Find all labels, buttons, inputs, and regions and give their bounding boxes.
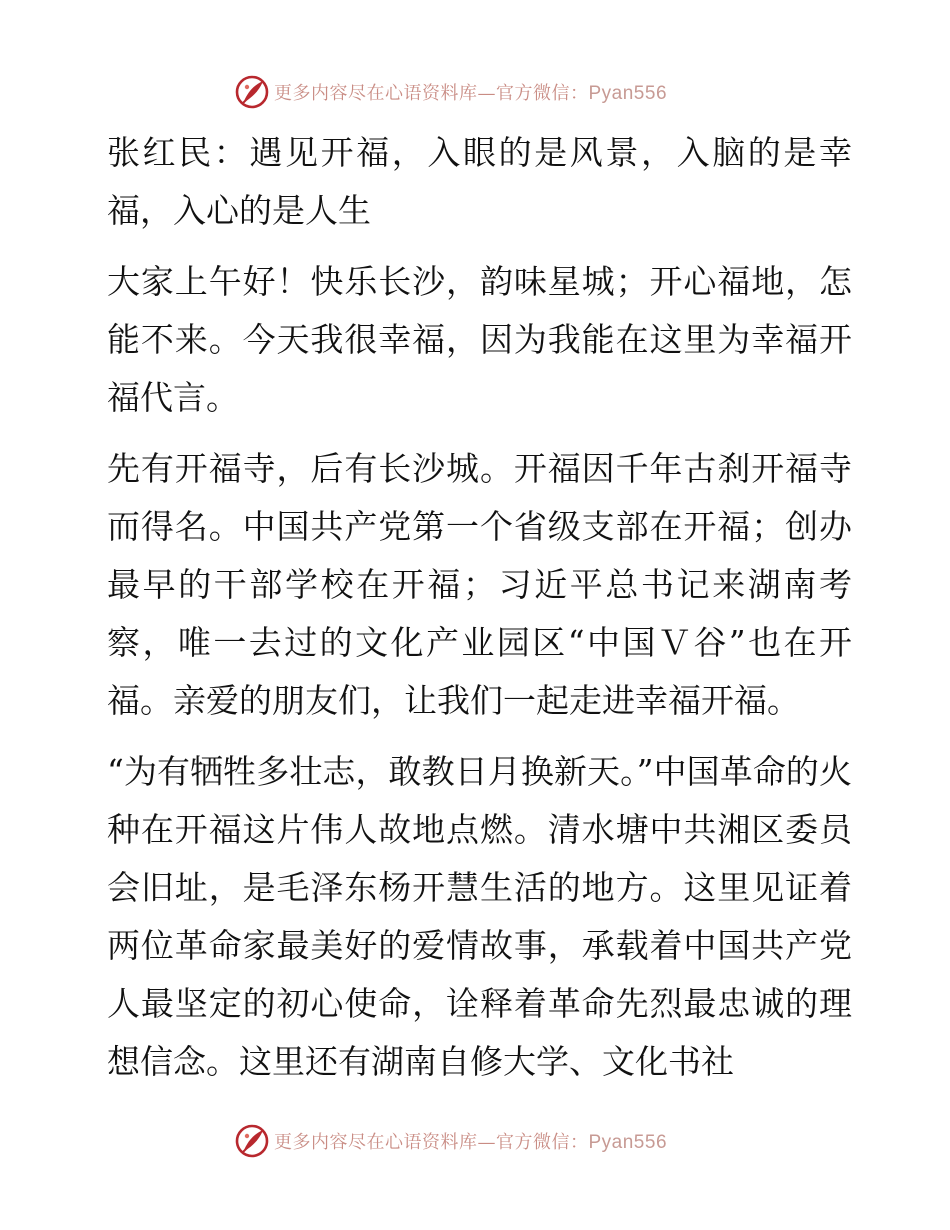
- paragraph-3: “为有牺牲多壮志，敢教日月换新天。”中国革命的火种在开福这片伟人故地点燃。清水塘中共湘区委员会旧址，是毛泽东杨开慧生活的地方。这里见证着两位革命家最美好的爱情故事，承载着中国共产党人最坚定的初心使命，诠释着革命先烈最忠诚的理想信念。这里还有湖南自修大学、文化书社: [107, 752, 852, 1081]
- feather-pen-icon: [234, 74, 270, 110]
- paragraph-2: 先有开福寺，后有长沙城。开福因千年古刹开福寺而得名。中国共产党第一个省级支部在开福；创办最早的干部学校在开福；习近平总书记来湖南考察，唯一去过的文化产业园区“中国Ｖ谷”也在开福。亲爱的朋友们，让我们一起走进幸福开福。: [107, 449, 852, 720]
- banner-wechat-id: Pyan556: [588, 1132, 668, 1153]
- document-title: 张红民：遇见开福，入眼的是风景，入脑的是幸福，入心的是人生: [107, 133, 852, 230]
- banner-wechat-id: Pyan556: [588, 83, 668, 104]
- paragraph-1: 大家上午好！快乐长沙，韵味星城；开心福地，怎能不来。今天我很幸福，因为我能在这里为幸福开福代言。: [107, 262, 852, 417]
- banner-text: 更多内容尽在心语资料库—官方微信：: [274, 1132, 589, 1153]
- document-body: [97, 124, 852, 1104]
- banner-text: 更多内容尽在心语资料库—官方微信：: [274, 83, 589, 104]
- header-banner: [234, 72, 734, 112]
- feather-pen-icon: [234, 1123, 270, 1159]
- footer-banner: [234, 1121, 734, 1161]
